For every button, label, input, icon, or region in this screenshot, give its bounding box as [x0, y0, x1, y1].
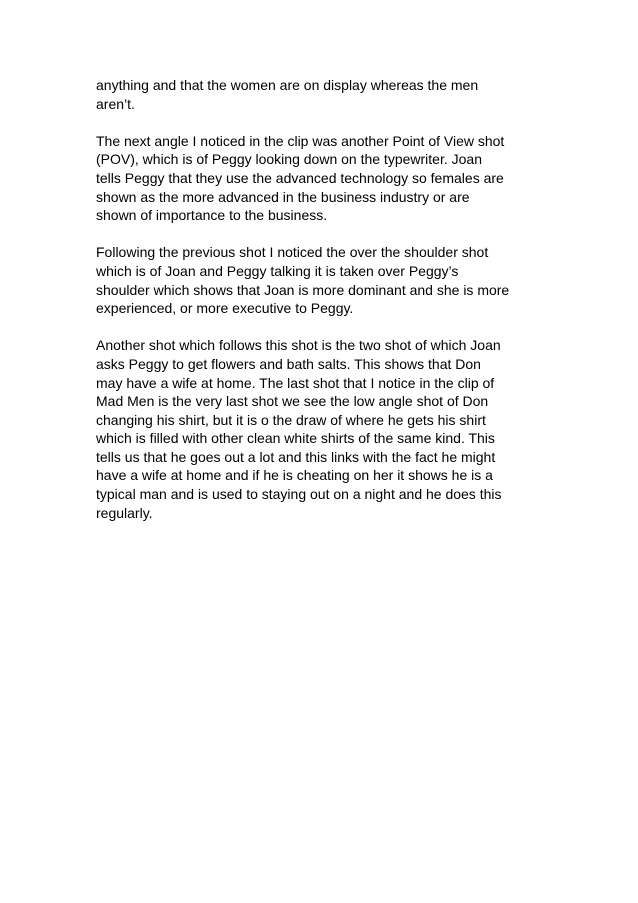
text-line: Mad Men is the very last shot we see the low angle shot of Don: [96, 393, 489, 410]
text-line: tells us that he goes out a lot and this links with the fact he might: [96, 448, 496, 465]
text-line: regularly.: [96, 504, 153, 521]
text-line: Another shot which follows this shot is the two shot of which Joan: [96, 337, 501, 354]
text-line: tells Peggy that they use the advanced technology so females are: [96, 169, 504, 186]
text-line: may have a wife at home. The last shot that I notice in the clip of: [96, 374, 495, 391]
document-body: [96, 76, 556, 541]
text-line: anything and that the women are on display whereas the men: [96, 77, 479, 93]
text-line: aren’t.: [96, 95, 135, 112]
text-line: typical man and is used to staying out on a night and he does this: [96, 486, 502, 503]
text-line: shown of importance to the business.: [96, 207, 328, 224]
paragraph-2: [96, 132, 556, 225]
text-line: (POV), which is of Peggy looking down on the typewriter. Joan: [96, 151, 482, 168]
text-line: have a wife at home and if he is cheating on her it shows he is a: [96, 467, 493, 484]
text-line: shown as the more advanced in the business industry or are: [96, 188, 470, 205]
paragraph-3: [96, 243, 556, 317]
text-line: Following the previous shot I noticed the over the shoulder shot: [96, 244, 489, 261]
text-line: which is of Joan and Peggy talking it is taken over Peggy’s: [96, 262, 459, 279]
text-line: The next angle I noticed in the clip was another Point of View shot: [96, 132, 505, 149]
text-line: asks Peggy to get flowers and bath salts. This shows that Don: [96, 355, 481, 372]
paragraph-1: [96, 76, 556, 113]
paragraph-4: [96, 336, 556, 522]
text-line: experienced, or more executive to Peggy.: [96, 300, 354, 317]
text-line: changing his shirt, but it is o the draw of where he gets his shirt: [96, 411, 486, 428]
text-line: which is filled with other clean white shirts of the same kind. This: [96, 430, 495, 447]
text-line: shoulder which shows that Joan is more dominant and she is more: [96, 281, 510, 298]
